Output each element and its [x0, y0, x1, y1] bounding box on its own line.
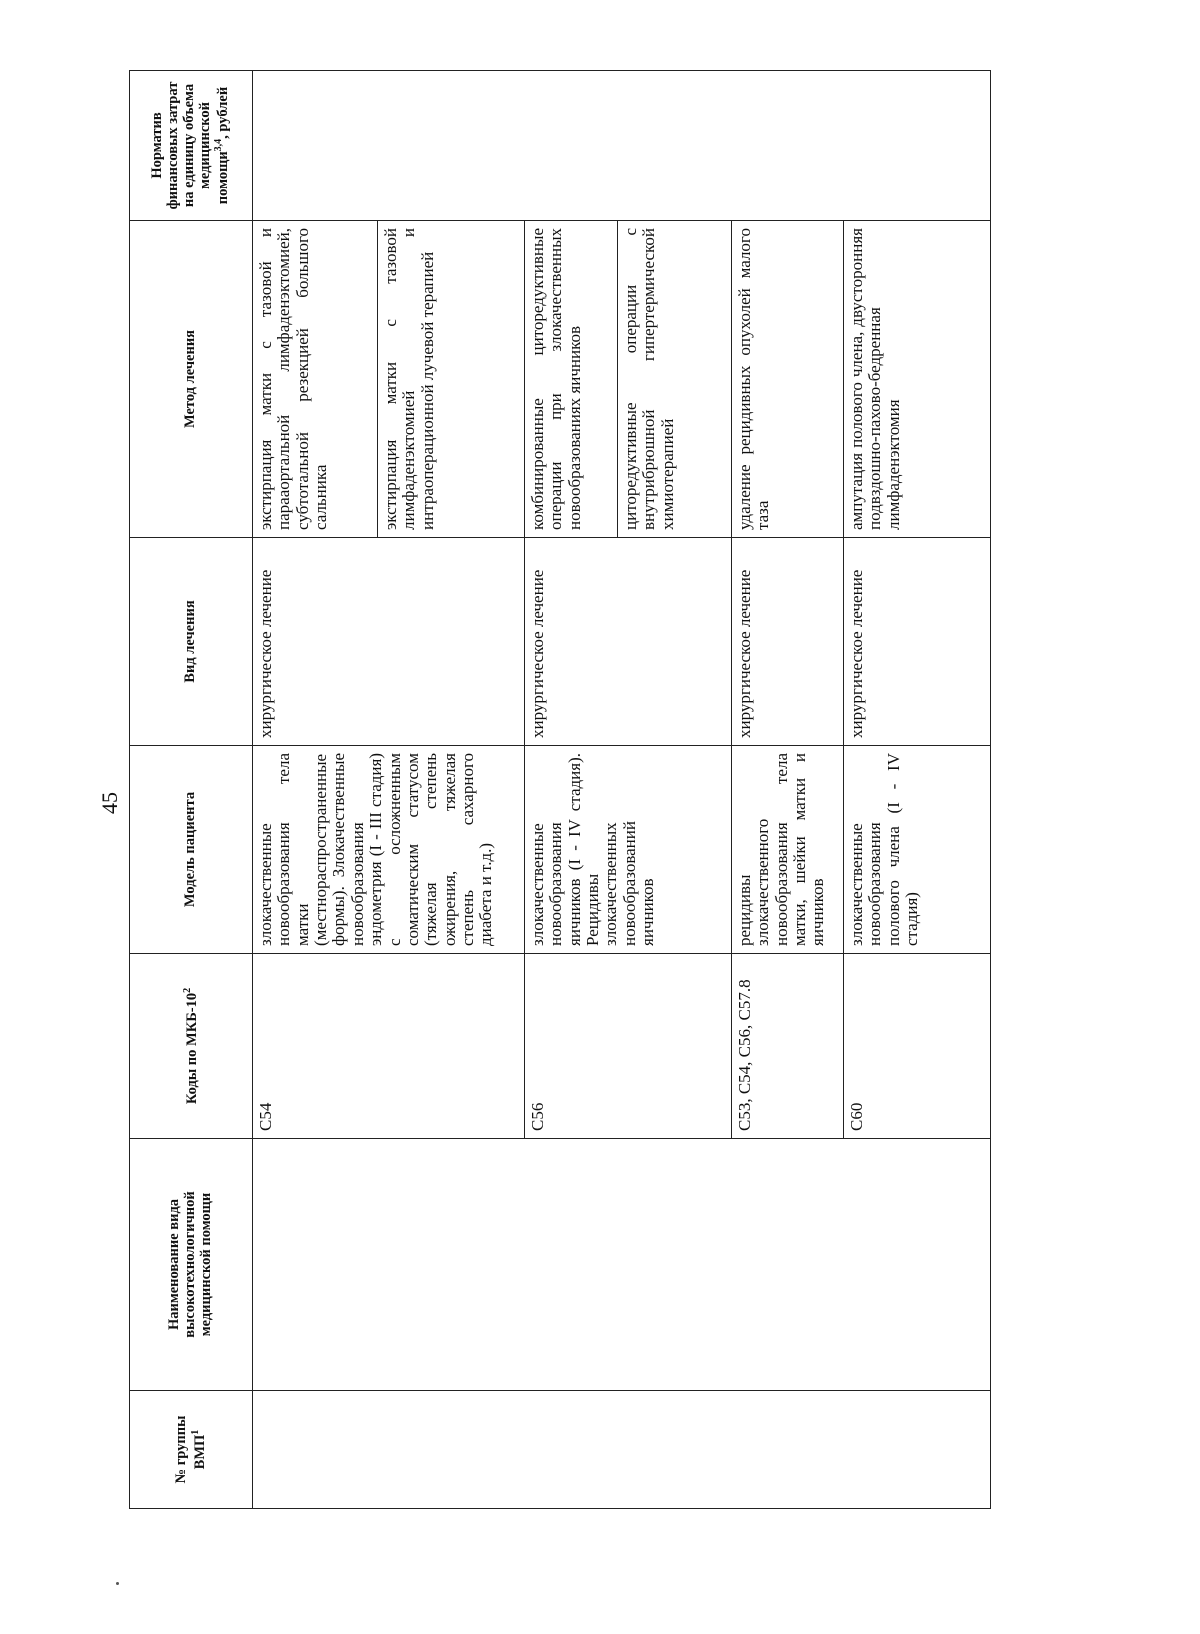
cell-type: хирургическое лечение [253, 538, 525, 746]
cell-model: злокачественные новообразования тела матки (местнораспространенные формы). Злокачественные новообразования эндометрия (I - III стадия) с осложненным соматическим статусом (тяжелая степень ожирения, тяжелая степень сахарного диабета и т.д.) [253, 746, 525, 954]
header-norm: Норматив финансовых затрат на единицу объема медицинской помощи$^{3,4}$, рублей [130, 71, 253, 221]
cell-codes: C60 [844, 954, 991, 1139]
cell-method: ампутация полового члена, двусторонняя подвздошно-пахово-бедренная лимфаденэктомия [844, 221, 991, 538]
header-treatment-method: Метод лечения [130, 221, 253, 538]
header-mkb-codes: Коды по МКБ-$10^2$ [130, 954, 253, 1139]
cell-model: злокачественные новообразования яичников (I - IV стадия). Рецидивы злокачественных новообразований яичников [525, 746, 732, 954]
cell-codes: C54 [253, 954, 525, 1139]
cell-method: экстирпация матки с тазовой лимфаденэктомией и интраоперационной лучевой терапией [378, 221, 525, 538]
cell-type: хирургическое лечение [844, 538, 991, 746]
vmp-table [129, 70, 991, 1509]
cell-codes: C53, C54, C56, C57.8 [732, 954, 844, 1139]
cell-model: злокачественные новообразования полового члена (I - IV стадия) [844, 746, 991, 954]
table-rotated-container [129, 71, 981, 1509]
scan-dot [116, 1582, 119, 1585]
page-number: 45 [97, 792, 122, 814]
cell-name [253, 1139, 991, 1391]
cell-type: хирургическое лечение [525, 538, 732, 746]
cell-norm [253, 71, 991, 221]
cell-type: хирургическое лечение [732, 538, 844, 746]
cell-method: комбинированные циторедуктивные операции при злокачественных новообразованиях яичников [525, 221, 618, 538]
table-header-row [130, 71, 253, 1509]
cell-method: циторедуктивные операции с внутрибрюшной гипертермической химиотерапией [618, 221, 732, 538]
header-group-no: № группы ВМП$^1$ [130, 1391, 253, 1509]
cell-codes: C56 [525, 954, 732, 1139]
cell-group-no [253, 1391, 991, 1509]
cell-method: удаление рецидивных опухолей малого таза [732, 221, 844, 538]
header-name: Наименование вида высокотехнологичной медицинской помощи [130, 1139, 253, 1391]
header-treatment-type: Вид лечения [130, 538, 253, 746]
header-patient-model: Модель пациента [130, 746, 253, 954]
cell-model: рецидивы злокачественного новообразования тела матки, шейки матки и яичников [732, 746, 844, 954]
cell-method: экстирпация матки с тазовой и парааортальной лимфаденэктомией, субтотальной резекцией большого сальника [253, 221, 378, 538]
table-row [253, 71, 378, 1509]
